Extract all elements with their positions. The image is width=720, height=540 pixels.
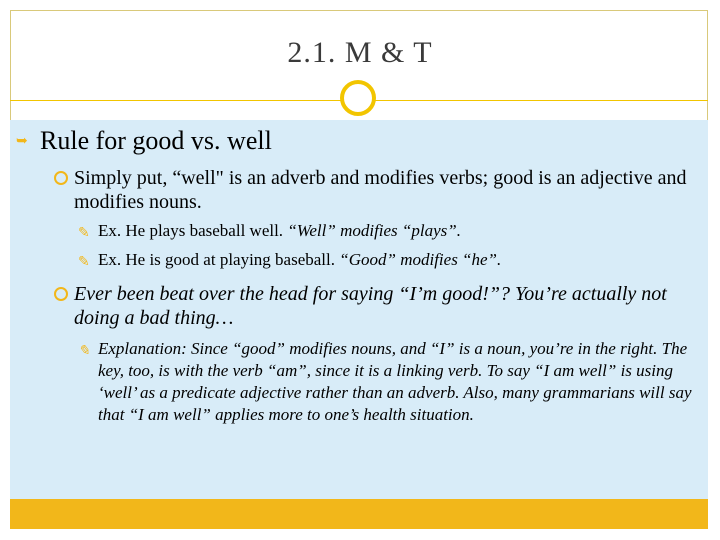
example-1-note: “Well” modifies “plays”. (287, 221, 461, 240)
ring-bullet-icon (54, 287, 68, 301)
curved-arrow-icon: ➥ (16, 134, 28, 149)
point-1 (74, 166, 694, 214)
example-1 (78, 220, 698, 242)
example-1-text: Ex. He plays baseball well. (98, 221, 288, 240)
explanation (78, 338, 698, 426)
heading-item (16, 126, 700, 156)
example-2-note: “Good” modifies “he”. (339, 250, 502, 269)
example-2-text: Ex. He is good at playing baseball. (98, 250, 340, 269)
point-2-text: Ever been beat over the head for saying “I’m good!”? You’re actually not doing a bad thing… (74, 283, 667, 329)
pen-bullet-icon: ✎ (78, 226, 90, 241)
ring-bullet-icon (54, 171, 68, 185)
explanation-text: Explanation: Since “good” modifies nouns, and “I” is a noun, you’re in the right. The key, too, is with the verb “am”, since it is a linking verb. To say “I am well” is using ‘well’ as a predicate adjective rather than an adverb. Also, many grammarians will say that “I am well” applies more to one’s health situation. (98, 339, 692, 424)
ring-ornament-icon (340, 80, 376, 116)
example-2 (78, 249, 698, 271)
heading-text: Rule for good vs. well (40, 126, 272, 155)
footer-bar (10, 499, 708, 529)
point-2 (74, 282, 694, 330)
pen-bullet-icon: ✎ (78, 255, 90, 270)
pen-bullet-icon: ✎ (78, 344, 90, 359)
point-1-text: Simply put, “well" is an adverb and modifies verbs; good is an adjective and modifies nouns. (74, 167, 687, 213)
slide-title: 2.1. M & T (287, 36, 433, 69)
